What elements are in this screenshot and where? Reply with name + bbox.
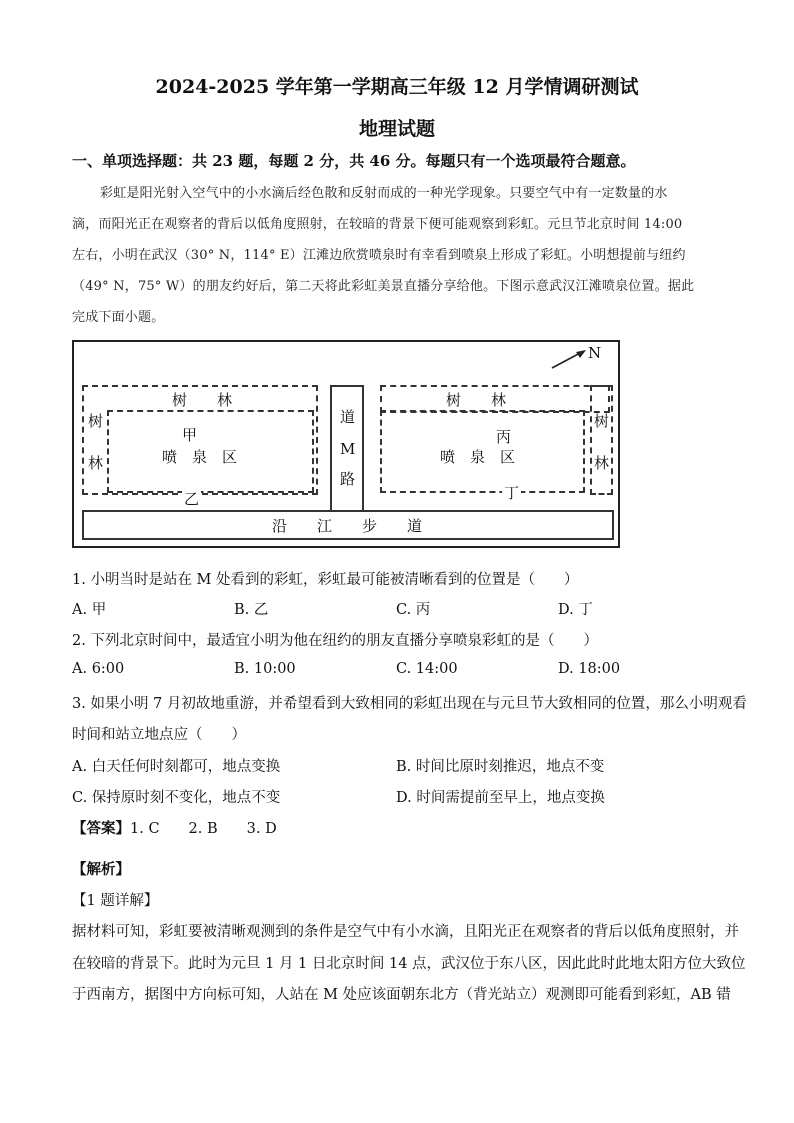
right-area-label: 喷 泉 区 [440,448,516,466]
road-char: M [340,440,356,458]
detail-line: 在较暗的背景下。此时为元旦 1 月 1 日北京时间 14 点，武汉位于东八区，因此此时此地太阳方位大致位 [72,956,746,972]
answer-text: 1. C 2. B 3. D [130,821,277,837]
point-ding: 丁 [504,484,520,502]
question-2-stem: 2. 下列北京时间中，最适宜小明为他在纽约的朋友直播分享喷泉彩虹的是（ ） [72,633,598,649]
detail-line: 于西南方，据图中方向标可知，人站在 M 处应该面朝东北方（背光站立）观测即可能看到彩虹，AB 错 [72,987,731,1003]
left-side-forest-char: 树 [88,412,104,430]
left-side-forest-char: 林 [88,454,104,472]
section-heading: 一、单项选择题：共 23 题，每题 2 分，共 46 分。每题只有一个选项最符合题意。 [72,152,636,170]
right-side-forest-char: 林 [594,454,610,472]
analysis-label: 【解析】 [72,861,130,878]
detail-label: 【1 题详解】 [72,893,159,909]
point-jia: 甲 [182,426,198,444]
q3-option-b: B. 时间比原时刻推迟，地点不变 [396,759,605,775]
passage-line: （49° N，75° W）的朋友约好后，第二天将此彩虹美景直播分享给他。下图示意武汉江滩喷泉位置。据此 [72,279,695,294]
north-label: N [588,344,602,362]
right-side-forest [590,385,613,495]
passage-line: 完成下面小题。 [72,310,165,325]
fountain-map [72,340,620,548]
right-forest-label: 树 林 [446,391,507,409]
road-char: 道 [340,408,356,426]
page-title: 2024-2025 学年第一学期高三年级 12 月学情调研测试 [155,76,639,98]
left-area-label: 喷 泉 区 [162,448,238,466]
north-arrow-icon [550,346,590,372]
walkway-label: 沿 江 步 道 [272,517,423,535]
question-3-stem: 3. 如果小明 7 月初故地重游，并希望看到大致相同的彩虹出现在与元旦节大致相同的位置，那么小明观看 [72,696,747,712]
road-char: 路 [340,470,356,488]
passage-line: 左右，小明在武汉（30° N，114° E）江滩边欣赏喷泉时有幸看到喷泉上形成了彩虹。小明想提前与纽约 [72,248,686,263]
q3-option-d: D. 时间需提前至早上，地点变换 [396,790,605,806]
question-1-stem: 1. 小明当时是站在 M 处看到的彩虹，彩虹最可能被清晰看到的位置是（ ） [72,572,579,588]
question-3-stem: 时间和站立地点应（ ） [72,727,246,743]
q1-option-a: A. 甲 [72,602,107,618]
q2-option-d: D. 18:00 [558,661,621,677]
passage-line: 滴，而阳光正在观察者的背后以低角度照射，在较暗的背景下便可能观察到彩虹。元旦节北京时间 14:00 [72,217,683,232]
q1-option-b: B. 乙 [234,602,269,618]
q2-option-b: B. 10:00 [234,661,296,677]
page-subtitle: 地理试题 [358,118,435,140]
q1-option-c: C. 丙 [396,602,431,618]
point-bing: 丙 [496,428,512,446]
q1-option-d: D. 丁 [558,602,593,618]
left-forest-label: 树 林 [172,391,233,409]
q2-option-a: A. 6:00 [72,661,125,677]
point-yi: 乙 [184,490,200,508]
q3-option-c: C. 保持原时刻不变化，地点不变 [72,790,281,806]
detail-line: 据材料可知，彩虹要被清晰观测到的条件是空气中有小水滴，且阳光正在观察者的背后以低角度照射，并 [72,924,739,940]
passage-line: 彩虹是阳光射入空气中的小水滴后经色散和反射而成的一种光学现象。只要空气中有一定数量的水 [100,186,668,201]
right-side-forest-char: 树 [594,412,610,430]
answer-line [72,817,277,838]
q3-option-a: A. 白天任何时刻都可，地点变换 [72,759,281,775]
answer-label: 【答案】 [72,820,130,837]
q2-option-c: C. 14:00 [396,661,458,677]
